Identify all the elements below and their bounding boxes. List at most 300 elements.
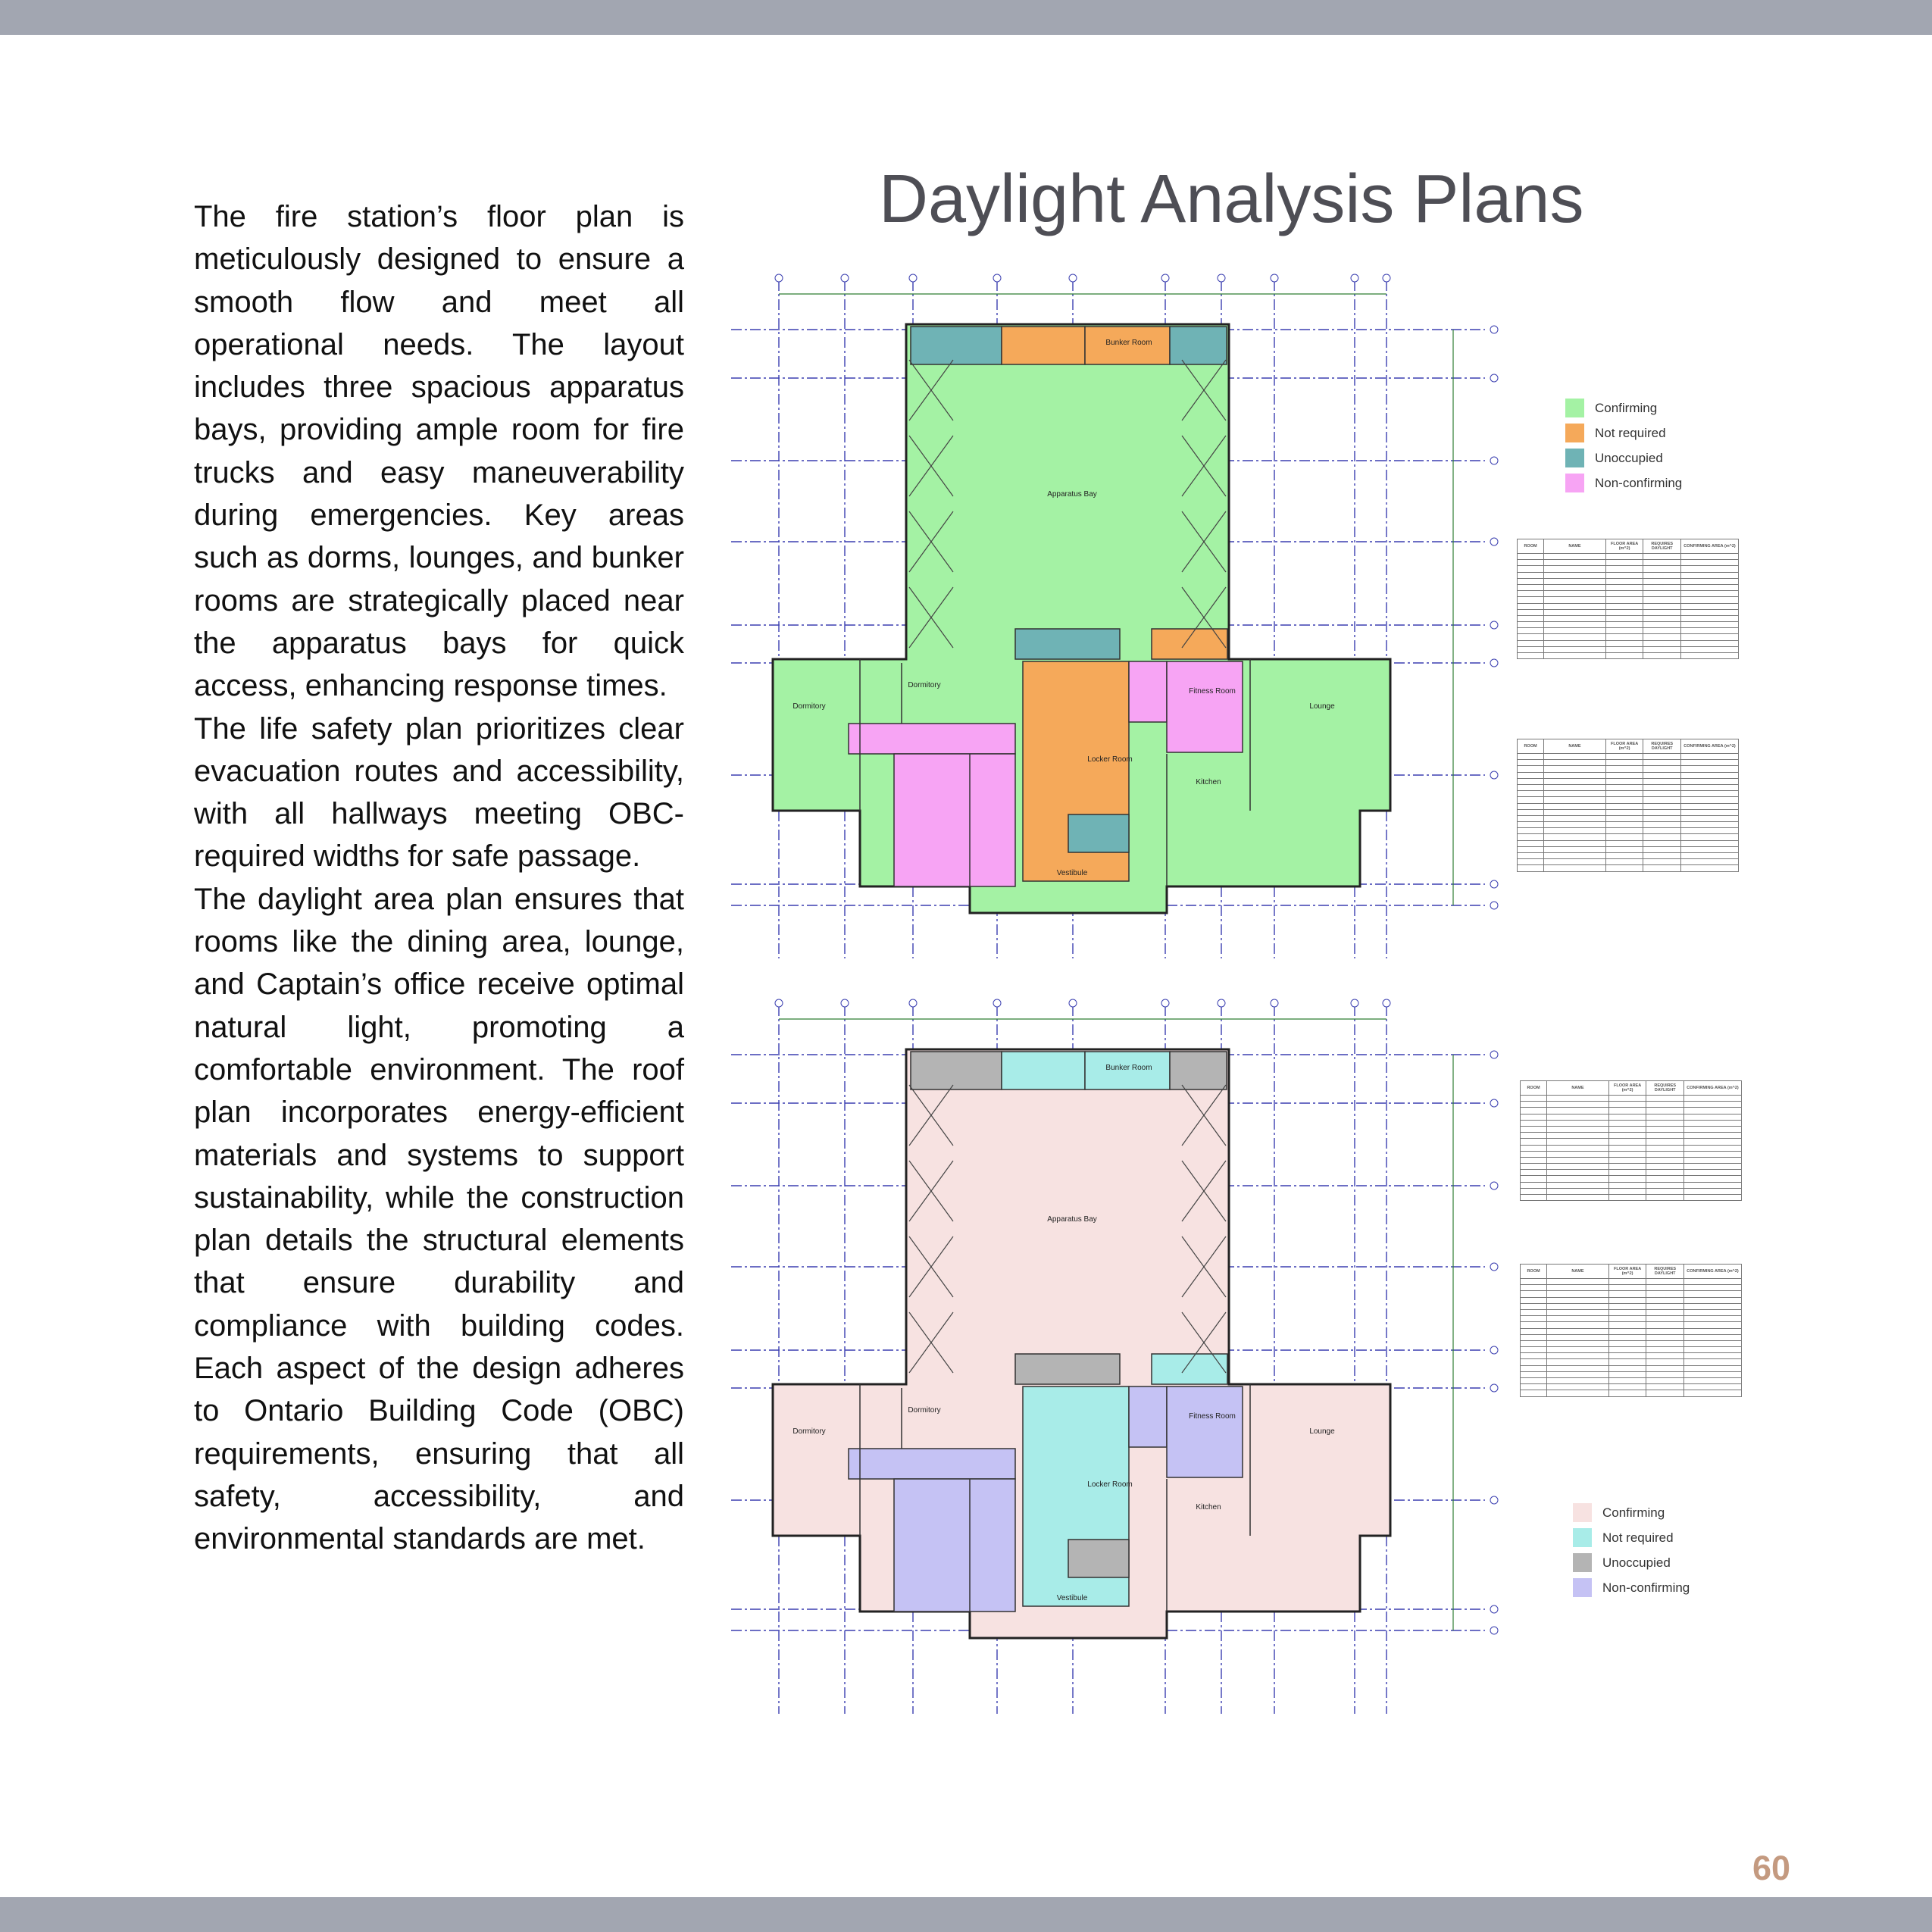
table-cell <box>1544 784 1606 790</box>
table-cell <box>1521 1297 1547 1303</box>
table-cell <box>1681 760 1739 766</box>
table-row <box>1518 828 1739 834</box>
table-cell <box>1518 834 1544 840</box>
table-cell <box>1608 1291 1646 1297</box>
grid-bubble <box>1490 374 1498 382</box>
table-cell <box>1605 828 1643 834</box>
table-row <box>1518 859 1739 865</box>
table-row <box>1521 1164 1742 1170</box>
table-cell <box>1608 1151 1646 1157</box>
table-cell <box>1521 1291 1547 1297</box>
table-cell <box>1547 1176 1609 1182</box>
table-cell <box>1521 1170 1547 1176</box>
table-cell <box>1518 828 1544 834</box>
table-cell <box>1684 1176 1742 1182</box>
table-row <box>1518 653 1739 659</box>
room-area <box>1015 1354 1120 1384</box>
table-cell <box>1681 865 1739 871</box>
table-cell <box>1547 1195 1609 1201</box>
table-cell <box>1643 640 1681 646</box>
table-cell <box>1608 1096 1646 1102</box>
table-row <box>1518 754 1739 760</box>
table-row <box>1521 1291 1742 1297</box>
table-cell <box>1547 1279 1609 1285</box>
table-cell <box>1681 853 1739 859</box>
table-cell <box>1605 628 1643 634</box>
legend-item <box>1565 445 1682 470</box>
grid-bubble <box>1490 1605 1498 1613</box>
table-cell <box>1681 646 1739 652</box>
table-cell <box>1608 1365 1646 1371</box>
table-row <box>1518 834 1739 840</box>
paragraph-floor-plan: The fire station’s floor plan is meticulously designed to ensure a smooth flow and meet all operational needs. The layout includes three spacious apparatus bays, providing ample room for fire trucks and easy maneuverability during emergencies. Key areas such as dorms, lounges, and bunker rooms are strategically placed near the apparatus bays for quick access, enhancing response times. <box>194 200 684 703</box>
table-cell <box>1608 1102 1646 1108</box>
table-cell <box>1684 1126 1742 1132</box>
table-cell <box>1518 609 1544 615</box>
table-cell <box>1605 646 1643 652</box>
table-cell <box>1605 803 1643 809</box>
room-area <box>1129 661 1167 722</box>
table-cell <box>1684 1371 1742 1377</box>
table-cell <box>1646 1164 1684 1170</box>
table-cell <box>1646 1157 1684 1163</box>
table-cell <box>1518 560 1544 566</box>
table-row <box>1518 846 1739 852</box>
table-cell <box>1518 754 1544 760</box>
table-cell <box>1521 1176 1547 1182</box>
table-cell <box>1544 766 1606 772</box>
table-cell <box>1646 1285 1684 1291</box>
table-row <box>1518 784 1739 790</box>
table-cell <box>1547 1328 1609 1334</box>
table-cell <box>1608 1157 1646 1163</box>
table-row <box>1521 1126 1742 1132</box>
room-area <box>1068 1540 1129 1577</box>
table-cell <box>1544 628 1606 634</box>
table-cell <box>1605 603 1643 609</box>
table-cell <box>1547 1371 1609 1377</box>
table-cell <box>1643 760 1681 766</box>
table-row <box>1521 1365 1742 1371</box>
table-cell <box>1518 566 1544 572</box>
room-label: Lounge <box>1309 702 1335 711</box>
table-header-cell: NAME <box>1547 1081 1609 1096</box>
table-cell <box>1518 803 1544 809</box>
table-cell <box>1643 834 1681 840</box>
table-cell <box>1521 1316 1547 1322</box>
table-cell <box>1544 754 1606 760</box>
table-cell <box>1547 1384 1609 1390</box>
table-cell <box>1643 809 1681 815</box>
table-header-cell: CONFIRMING AREA (m^2) <box>1681 539 1739 554</box>
table-cell <box>1521 1114 1547 1120</box>
table-cell <box>1547 1114 1609 1120</box>
table-cell <box>1646 1151 1684 1157</box>
table-cell <box>1608 1114 1646 1120</box>
table-cell <box>1608 1108 1646 1114</box>
legend-label: Unoccupied <box>1602 1555 1671 1570</box>
room-area <box>1002 327 1085 364</box>
grid-bubble <box>1490 1384 1498 1392</box>
table-row <box>1521 1108 1742 1114</box>
table-cell <box>1684 1164 1742 1170</box>
room-label: Dormitory <box>792 702 826 711</box>
table-cell <box>1547 1164 1609 1170</box>
table-cell <box>1684 1120 1742 1126</box>
table-cell <box>1681 566 1739 572</box>
table-cell <box>1544 822 1606 828</box>
legend-label: Not required <box>1602 1530 1674 1545</box>
table-cell <box>1643 828 1681 834</box>
table-cell <box>1544 646 1606 652</box>
table-cell <box>1646 1279 1684 1285</box>
table-cell <box>1518 778 1544 784</box>
legend-swatch <box>1565 424 1584 442</box>
room-label: Apparatus Bay <box>1047 490 1097 499</box>
grid-bubble <box>1161 999 1169 1007</box>
table-cell <box>1646 1096 1684 1102</box>
room-area <box>911 1052 1002 1089</box>
table-cell <box>1547 1170 1609 1176</box>
table-cell <box>1518 766 1544 772</box>
room-label: Kitchen <box>1196 1503 1221 1512</box>
table-cell <box>1684 1322 1742 1328</box>
table-cell <box>1684 1182 1742 1188</box>
grid-bubble <box>1490 326 1498 333</box>
table-cell <box>1646 1340 1684 1346</box>
legend-item <box>1573 1525 1690 1550</box>
floor-plan-drawing <box>727 994 1500 1721</box>
table-cell <box>1646 1322 1684 1328</box>
table-cell <box>1521 1365 1547 1371</box>
table-row <box>1518 554 1739 560</box>
table-cell <box>1544 603 1606 609</box>
grid-bubble <box>775 999 783 1007</box>
table-cell <box>1681 803 1739 809</box>
table-cell <box>1646 1176 1684 1182</box>
table-cell <box>1547 1285 1609 1291</box>
table-cell <box>1544 809 1606 815</box>
table-row <box>1518 840 1739 846</box>
table-cell <box>1684 1365 1742 1371</box>
table-cell <box>1681 572 1739 578</box>
table-row <box>1518 809 1739 815</box>
table-cell <box>1518 791 1544 797</box>
room-area <box>894 754 1015 886</box>
table-cell <box>1681 778 1739 784</box>
floor-plan-bottom <box>727 994 1500 1721</box>
table-row <box>1521 1114 1742 1120</box>
table-cell <box>1646 1291 1684 1297</box>
table-cell <box>1684 1145 1742 1151</box>
table-cell <box>1521 1279 1547 1285</box>
table-cell <box>1605 809 1643 815</box>
table-cell <box>1643 791 1681 797</box>
room-label: Bunker Room <box>1105 1064 1152 1072</box>
table-cell <box>1684 1096 1742 1102</box>
bottom-band <box>0 1897 1932 1932</box>
grid-bubble <box>1490 1627 1498 1634</box>
table-cell <box>1643 646 1681 652</box>
table-cell <box>1521 1157 1547 1163</box>
table-cell <box>1605 634 1643 640</box>
room-label: Apparatus Bay <box>1047 1215 1097 1224</box>
table-cell <box>1684 1303 1742 1309</box>
table-cell <box>1521 1133 1547 1139</box>
table-cell <box>1605 784 1643 790</box>
table-cell <box>1643 778 1681 784</box>
room-area <box>1167 661 1243 752</box>
table-cell <box>1518 554 1544 560</box>
table-cell <box>1646 1182 1684 1188</box>
table-cell <box>1544 865 1606 871</box>
legend-swatch <box>1565 449 1584 467</box>
grid-bubble <box>1490 1346 1498 1354</box>
table-cell <box>1518 822 1544 828</box>
grid-bubble <box>993 999 1001 1007</box>
table-cell <box>1646 1195 1684 1201</box>
table-cell <box>1544 640 1606 646</box>
table-header-cell: ROOM <box>1521 1265 1547 1279</box>
table-cell <box>1544 597 1606 603</box>
grid-bubble <box>1490 538 1498 546</box>
table-cell <box>1643 797 1681 803</box>
grid-bubble <box>1490 1051 1498 1058</box>
grid-bubble <box>1490 880 1498 888</box>
table-row <box>1518 572 1739 578</box>
table-cell <box>1684 1188 1742 1194</box>
table-row <box>1521 1279 1742 1285</box>
table-row <box>1521 1176 1742 1182</box>
grid-bubble <box>1351 274 1358 282</box>
table-cell <box>1681 615 1739 621</box>
table-cell <box>1608 1195 1646 1201</box>
table-cell <box>1643 560 1681 566</box>
legend-item <box>1565 420 1682 445</box>
table-cell <box>1521 1164 1547 1170</box>
grid-bubble <box>1383 999 1390 1007</box>
table-cell <box>1521 1102 1547 1108</box>
table-cell <box>1605 560 1643 566</box>
table-cell <box>1521 1347 1547 1353</box>
table-cell <box>1605 797 1643 803</box>
table-cell <box>1605 578 1643 584</box>
table-row <box>1518 597 1739 603</box>
table-cell <box>1681 846 1739 852</box>
table-cell <box>1681 754 1739 760</box>
table-cell <box>1547 1291 1609 1297</box>
description-text <box>194 195 684 1561</box>
table-cell <box>1521 1182 1547 1188</box>
table-row <box>1518 640 1739 646</box>
grid-bubble <box>775 274 783 282</box>
table-cell <box>1643 822 1681 828</box>
table-cell <box>1646 1139 1684 1145</box>
grid-bubble <box>841 999 849 1007</box>
table-cell <box>1643 578 1681 584</box>
table-cell <box>1544 853 1606 859</box>
table-row <box>1518 615 1739 621</box>
table-cell <box>1608 1145 1646 1151</box>
grid-bubble <box>1490 659 1498 667</box>
table-cell <box>1608 1285 1646 1291</box>
table-cell <box>1547 1188 1609 1194</box>
table-cell <box>1605 653 1643 659</box>
grid-bubble <box>1069 999 1077 1007</box>
table-cell <box>1605 554 1643 560</box>
legend-swatch <box>1565 474 1584 492</box>
table-cell <box>1646 1303 1684 1309</box>
room-area <box>1129 1386 1167 1447</box>
table-row <box>1521 1182 1742 1188</box>
table-row <box>1518 560 1739 566</box>
legend-item <box>1573 1550 1690 1575</box>
table-cell <box>1547 1126 1609 1132</box>
table-cell <box>1646 1170 1684 1176</box>
table-cell <box>1605 815 1643 821</box>
table-cell <box>1521 1151 1547 1157</box>
room-area <box>1152 1354 1227 1384</box>
grid-bubble <box>1271 274 1278 282</box>
table-cell <box>1681 554 1739 560</box>
table-cell <box>1608 1371 1646 1377</box>
table-cell <box>1521 1108 1547 1114</box>
grid-bubble <box>841 274 849 282</box>
table-cell <box>1518 653 1544 659</box>
room-schedule-table <box>1520 1080 1742 1201</box>
table-cell <box>1518 772 1544 778</box>
table-cell <box>1681 584 1739 590</box>
table-cell <box>1521 1353 1547 1359</box>
table-row <box>1521 1384 1742 1390</box>
table-cell <box>1608 1353 1646 1359</box>
table-cell <box>1684 1133 1742 1139</box>
table-cell <box>1521 1328 1547 1334</box>
table-cell <box>1544 653 1606 659</box>
table-cell <box>1544 566 1606 572</box>
table-row <box>1521 1347 1742 1353</box>
table-cell <box>1521 1139 1547 1145</box>
table-cell <box>1544 634 1606 640</box>
table-cell <box>1608 1139 1646 1145</box>
table-header-cell: REQUIRES DAYLIGHT <box>1646 1081 1684 1096</box>
table-cell <box>1681 834 1739 840</box>
table-cell <box>1544 797 1606 803</box>
table-cell <box>1643 754 1681 760</box>
table-cell <box>1608 1309 1646 1315</box>
grid-bubble <box>1271 999 1278 1007</box>
table-cell <box>1684 1316 1742 1322</box>
table-cell <box>1684 1359 1742 1365</box>
table-cell <box>1643 865 1681 871</box>
table-cell <box>1547 1157 1609 1163</box>
table-cell <box>1544 828 1606 834</box>
table-cell <box>1518 797 1544 803</box>
table-cell <box>1547 1303 1609 1309</box>
table-cell <box>1605 859 1643 865</box>
table-cell <box>1547 1378 1609 1384</box>
table-cell <box>1608 1176 1646 1182</box>
table-header-cell: FLOOR AREA (m^2) <box>1608 1265 1646 1279</box>
table-row <box>1521 1188 1742 1194</box>
table-cell <box>1518 784 1544 790</box>
room-area <box>849 724 1015 754</box>
table-cell <box>1646 1390 1684 1396</box>
legend-swatch <box>1573 1503 1592 1522</box>
table-cell <box>1544 622 1606 628</box>
table-cell <box>1608 1170 1646 1176</box>
table-cell <box>1547 1102 1609 1108</box>
legend-swatch <box>1573 1528 1592 1547</box>
table-cell <box>1684 1108 1742 1114</box>
table-cell <box>1608 1133 1646 1139</box>
grid-bubble <box>1161 274 1169 282</box>
table-cell <box>1681 815 1739 821</box>
table-cell <box>1681 653 1739 659</box>
room-schedule-table <box>1517 539 1739 659</box>
table-cell <box>1608 1303 1646 1309</box>
room-schedule-table <box>1520 1264 1742 1397</box>
table-cell <box>1684 1170 1742 1176</box>
table-cell <box>1518 815 1544 821</box>
table-cell <box>1684 1390 1742 1396</box>
table-cell <box>1684 1353 1742 1359</box>
table-cell <box>1684 1151 1742 1157</box>
table-cell <box>1646 1145 1684 1151</box>
table-cell <box>1518 853 1544 859</box>
legend-label: Confirming <box>1602 1505 1665 1520</box>
table-row <box>1518 815 1739 821</box>
table-cell <box>1547 1359 1609 1365</box>
table-row <box>1518 603 1739 609</box>
table-cell <box>1521 1096 1547 1102</box>
room-label: Dormitory <box>908 681 941 689</box>
table-cell <box>1643 566 1681 572</box>
table-cell <box>1521 1145 1547 1151</box>
floor-plan-top <box>727 269 1500 966</box>
table-cell <box>1684 1378 1742 1384</box>
table-cell <box>1518 578 1544 584</box>
table-cell <box>1544 760 1606 766</box>
table-cell <box>1643 609 1681 615</box>
table-cell <box>1608 1188 1646 1194</box>
table-cell <box>1643 554 1681 560</box>
room-area <box>849 1449 1015 1479</box>
table-cell <box>1518 640 1544 646</box>
table-cell <box>1643 853 1681 859</box>
table-cell <box>1646 1102 1684 1108</box>
table-row <box>1518 634 1739 640</box>
table-cell <box>1608 1390 1646 1396</box>
table-cell <box>1544 803 1606 809</box>
table-cell <box>1547 1340 1609 1346</box>
top-band <box>0 0 1932 35</box>
table-cell <box>1521 1195 1547 1201</box>
table-cell <box>1544 578 1606 584</box>
table-row <box>1521 1328 1742 1334</box>
table-cell <box>1518 859 1544 865</box>
table-cell <box>1518 809 1544 815</box>
table-cell <box>1646 1365 1684 1371</box>
table-cell <box>1684 1384 1742 1390</box>
table-row <box>1518 766 1739 772</box>
table-cell <box>1547 1151 1609 1157</box>
table-cell <box>1544 615 1606 621</box>
table-cell <box>1605 846 1643 852</box>
table-header-cell: REQUIRES DAYLIGHT <box>1643 539 1681 554</box>
legend-bottom <box>1573 1500 1690 1600</box>
table-cell <box>1544 609 1606 615</box>
